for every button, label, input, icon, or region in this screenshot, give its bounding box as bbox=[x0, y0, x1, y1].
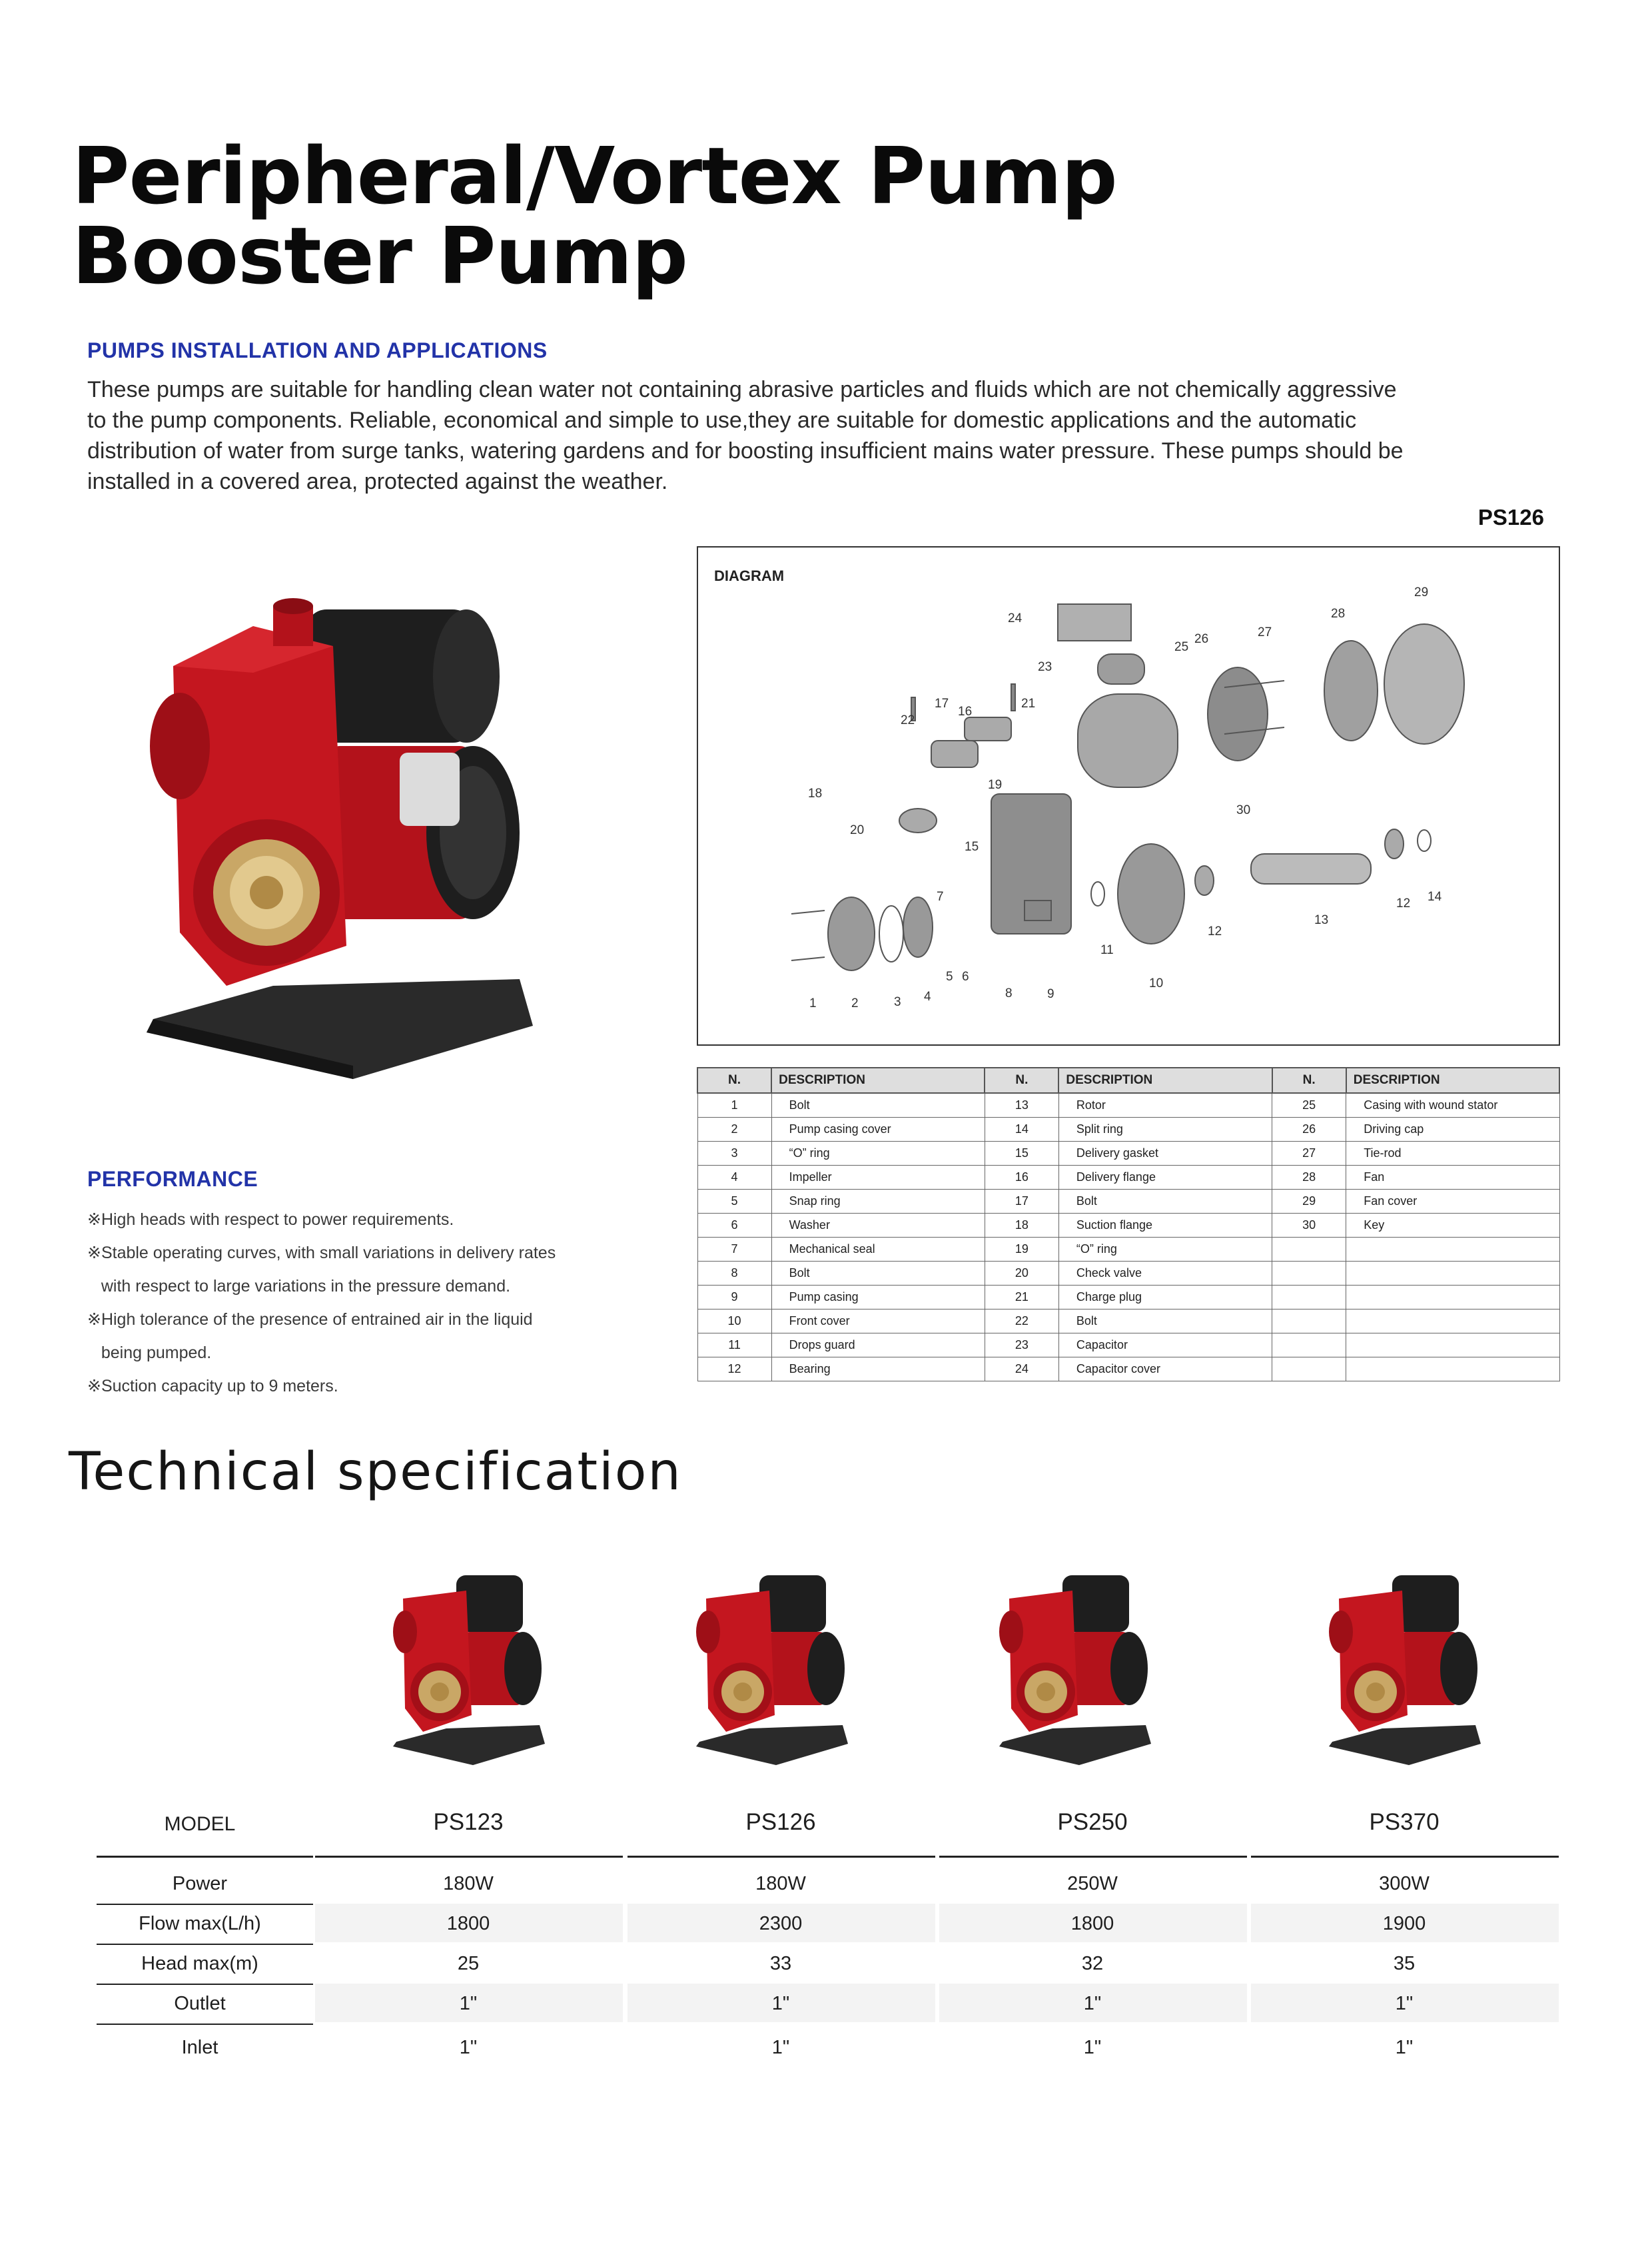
part-description: Charge plug bbox=[1058, 1285, 1272, 1309]
part-number: 4 bbox=[697, 1165, 771, 1189]
table-row bbox=[697, 1213, 1559, 1237]
part-number: 20 bbox=[985, 1261, 1058, 1285]
model-name: PS123 bbox=[433, 1809, 504, 1835]
spec-value: 33 bbox=[769, 1953, 792, 1974]
part-number: 16 bbox=[985, 1165, 1058, 1189]
part-number: 27 bbox=[1272, 1141, 1346, 1165]
part-number bbox=[1272, 1261, 1346, 1285]
pump-thumbnail bbox=[689, 1565, 856, 1768]
part-description: Snap ring bbox=[771, 1189, 985, 1213]
part-description: Fan bbox=[1346, 1165, 1559, 1189]
part-number bbox=[1272, 1357, 1346, 1381]
spec-value: 1" bbox=[459, 2037, 478, 2058]
callout: 17 bbox=[935, 697, 949, 711]
performance-item: being pumped. bbox=[87, 1343, 212, 1362]
table-row bbox=[697, 1333, 1559, 1357]
table-row bbox=[697, 1165, 1559, 1189]
table-row bbox=[697, 1237, 1559, 1261]
divider bbox=[97, 1856, 313, 1858]
callout: 23 bbox=[1038, 660, 1052, 674]
installation-line: distribution of water from surge tanks, watering gardens and for boosting insufficient mains water pressure. These pumps should be bbox=[87, 438, 1404, 464]
callout: 10 bbox=[1149, 976, 1164, 990]
part-description: Bolt bbox=[1058, 1189, 1272, 1213]
spec-value: 180W bbox=[443, 1873, 494, 1894]
spec-value: 1800 bbox=[1070, 1913, 1114, 1934]
spec-row-label: Inlet bbox=[181, 2037, 218, 2058]
callout: 1 bbox=[809, 996, 817, 1010]
part-number: 13 bbox=[985, 1093, 1058, 1117]
part-description bbox=[1346, 1333, 1559, 1357]
part-description: Mechanical seal bbox=[771, 1237, 985, 1261]
part-number: 23 bbox=[985, 1333, 1058, 1357]
model-name: PS250 bbox=[1057, 1809, 1128, 1835]
col-header: N. bbox=[1272, 1068, 1346, 1093]
callout: 25 bbox=[1174, 640, 1189, 654]
spec-value: 32 bbox=[1081, 1953, 1104, 1974]
part-number: 9 bbox=[697, 1285, 771, 1309]
spec-value: 180W bbox=[755, 1873, 806, 1894]
part-number: 7 bbox=[697, 1237, 771, 1261]
callout: 9 bbox=[1047, 987, 1054, 1001]
part-description bbox=[1346, 1237, 1559, 1261]
part-description: Bolt bbox=[771, 1093, 985, 1117]
part-description: Suction flange bbox=[1058, 1213, 1272, 1237]
part-number: 19 bbox=[985, 1237, 1058, 1261]
part-number: 2 bbox=[697, 1117, 771, 1141]
part-description: Front cover bbox=[771, 1309, 985, 1333]
divider bbox=[97, 1944, 313, 1945]
callout: 30 bbox=[1236, 803, 1251, 817]
part-number bbox=[1272, 1333, 1346, 1357]
callout: 5 bbox=[946, 970, 953, 984]
pump-thumbnail bbox=[1322, 1565, 1489, 1768]
part-description: “O” ring bbox=[1058, 1237, 1272, 1261]
spec-value: 35 bbox=[1393, 1953, 1416, 1974]
part-number: 15 bbox=[985, 1141, 1058, 1165]
divider bbox=[97, 2024, 313, 2025]
part-number: 14 bbox=[985, 1117, 1058, 1141]
part-number: 28 bbox=[1272, 1165, 1346, 1189]
callout: 6 bbox=[962, 970, 969, 984]
callout: 21 bbox=[1021, 697, 1036, 711]
model-label: MODEL bbox=[164, 1813, 236, 1835]
part-number: 1 bbox=[697, 1093, 771, 1117]
part-number: 26 bbox=[1272, 1117, 1346, 1141]
part-description: Split ring bbox=[1058, 1117, 1272, 1141]
table-row bbox=[697, 1357, 1559, 1381]
callout: 14 bbox=[1428, 890, 1442, 904]
part-number bbox=[1272, 1237, 1346, 1261]
part-number: 24 bbox=[985, 1357, 1058, 1381]
part-description: Driving cap bbox=[1346, 1117, 1559, 1141]
part-description: Capacitor cover bbox=[1058, 1357, 1272, 1381]
callout: 20 bbox=[850, 823, 865, 837]
spec-value: 1" bbox=[1083, 1993, 1102, 2014]
part-number: 12 bbox=[697, 1357, 771, 1381]
callout: 2 bbox=[851, 996, 859, 1010]
part-description: Bearing bbox=[771, 1357, 985, 1381]
part-description: Delivery flange bbox=[1058, 1165, 1272, 1189]
part-number: 6 bbox=[697, 1213, 771, 1237]
part-number: 29 bbox=[1272, 1189, 1346, 1213]
pump-thumbnail bbox=[993, 1565, 1159, 1768]
part-description: Capacitor bbox=[1058, 1333, 1272, 1357]
spec-value: 2300 bbox=[759, 1913, 803, 1934]
table-row bbox=[697, 1117, 1559, 1141]
model-name: PS370 bbox=[1369, 1809, 1440, 1835]
divider bbox=[97, 1984, 313, 1985]
part-number: 10 bbox=[697, 1309, 771, 1333]
part-number: 21 bbox=[985, 1285, 1058, 1309]
performance-item: ※High heads with respect to power requirements. bbox=[87, 1210, 454, 1229]
spec-value: 1900 bbox=[1382, 1913, 1426, 1934]
col-header: N. bbox=[697, 1068, 771, 1093]
spec-value: 1" bbox=[771, 1993, 790, 2014]
callout: 29 bbox=[1414, 585, 1429, 599]
callout: 16 bbox=[958, 705, 973, 719]
callout: 12 bbox=[1396, 897, 1411, 911]
callout: 12 bbox=[1208, 925, 1222, 938]
part-description: “O” ring bbox=[771, 1141, 985, 1165]
col-header: N. bbox=[985, 1068, 1058, 1093]
part-description: Fan cover bbox=[1346, 1189, 1559, 1213]
spec-row-label: Outlet bbox=[174, 1993, 226, 2014]
col-header: DESCRIPTION bbox=[1346, 1068, 1559, 1093]
part-description: Bolt bbox=[1058, 1309, 1272, 1333]
installation-heading: PUMPS INSTALLATION AND APPLICATIONS bbox=[87, 338, 548, 362]
divider bbox=[627, 1856, 935, 1858]
part-number: 11 bbox=[697, 1333, 771, 1357]
spec-value: 250W bbox=[1067, 1873, 1118, 1894]
spec-row-label: Head max(m) bbox=[141, 1953, 258, 1974]
performance-item: ※Stable operating curves, with small variations in delivery rates bbox=[87, 1244, 556, 1262]
performance-list bbox=[87, 1203, 620, 1403]
part-description: Pump casing cover bbox=[771, 1117, 985, 1141]
diagram-drawing bbox=[698, 548, 1559, 1044]
col-header: DESCRIPTION bbox=[771, 1068, 985, 1093]
part-number: 18 bbox=[985, 1213, 1058, 1237]
part-description: Impeller bbox=[771, 1165, 985, 1189]
part-description: Drops guard bbox=[771, 1333, 985, 1357]
spec-row-label: Flow max(L/h) bbox=[139, 1913, 261, 1934]
table-row bbox=[697, 1309, 1559, 1333]
pump-product-image bbox=[133, 586, 560, 1082]
part-description: Key bbox=[1346, 1213, 1559, 1237]
part-description: Delivery gasket bbox=[1058, 1141, 1272, 1165]
table-row bbox=[697, 1141, 1559, 1165]
spec-value: 1" bbox=[1395, 2037, 1414, 2058]
part-description: Bolt bbox=[771, 1261, 985, 1285]
part-description: Rotor bbox=[1058, 1093, 1272, 1117]
callout: 26 bbox=[1194, 632, 1209, 646]
part-description: Washer bbox=[771, 1213, 985, 1237]
part-description bbox=[1346, 1261, 1559, 1285]
spec-value: 1" bbox=[1395, 1993, 1414, 2014]
table-row bbox=[697, 1093, 1559, 1117]
part-description: Tie-rod bbox=[1346, 1141, 1559, 1165]
performance-item: ※High tolerance of the presence of entrained air in the liquid bbox=[87, 1310, 533, 1329]
exploded-diagram bbox=[697, 546, 1560, 1046]
part-number: 25 bbox=[1272, 1093, 1346, 1117]
spec-value: 25 bbox=[457, 1953, 480, 1974]
parts-table-header bbox=[697, 1068, 1559, 1093]
part-description bbox=[1346, 1309, 1559, 1333]
spec-value: 1" bbox=[1083, 2037, 1102, 2058]
callout: 7 bbox=[937, 890, 944, 904]
performance-heading: PERFORMANCE bbox=[87, 1167, 258, 1191]
part-description: Pump casing bbox=[771, 1285, 985, 1309]
col-header: DESCRIPTION bbox=[1058, 1068, 1272, 1093]
technical-title: Technical specification bbox=[69, 1442, 682, 1502]
callout: 11 bbox=[1100, 943, 1114, 957]
parts-table bbox=[697, 1067, 1560, 1381]
divider bbox=[939, 1856, 1247, 1858]
spec-value: 1" bbox=[459, 1993, 478, 2014]
callout: 22 bbox=[901, 713, 915, 727]
part-number bbox=[1272, 1285, 1346, 1309]
spec-row-label: Power bbox=[172, 1873, 228, 1894]
page-title-line-1: Peripheral/Vortex Pump bbox=[72, 130, 1117, 222]
part-description: Casing with wound stator bbox=[1346, 1093, 1559, 1117]
installation-text bbox=[87, 374, 1553, 497]
divider bbox=[97, 1904, 313, 1905]
callout: 19 bbox=[988, 778, 1003, 792]
part-number: 5 bbox=[697, 1189, 771, 1213]
model-tag: PS126 bbox=[1477, 505, 1544, 530]
pump-thumbnail bbox=[386, 1565, 553, 1768]
table-row bbox=[697, 1261, 1559, 1285]
part-description bbox=[1346, 1357, 1559, 1381]
installation-line: installed in a covered area, protected against the weather. bbox=[87, 469, 668, 494]
part-number: 8 bbox=[697, 1261, 771, 1285]
callout: 4 bbox=[924, 990, 931, 1004]
part-number: 30 bbox=[1272, 1213, 1346, 1237]
spec-value: 1800 bbox=[446, 1913, 490, 1934]
callout: 18 bbox=[808, 787, 823, 801]
divider bbox=[315, 1856, 623, 1858]
spec-value: 1" bbox=[771, 2037, 790, 2058]
diagram-label: DIAGRAM bbox=[714, 567, 785, 584]
part-description bbox=[1346, 1285, 1559, 1309]
performance-item: with respect to large variations in the pressure demand. bbox=[87, 1277, 511, 1296]
table-row bbox=[697, 1285, 1559, 1309]
callout: 28 bbox=[1331, 607, 1346, 621]
model-name: PS126 bbox=[745, 1809, 816, 1835]
callout: 27 bbox=[1258, 625, 1272, 639]
part-number: 17 bbox=[985, 1189, 1058, 1213]
divider bbox=[1251, 1856, 1559, 1858]
part-description: Check valve bbox=[1058, 1261, 1272, 1285]
part-number: 22 bbox=[985, 1309, 1058, 1333]
callout: 8 bbox=[1005, 986, 1013, 1000]
performance-item: ※Suction capacity up to 9 meters. bbox=[87, 1377, 338, 1395]
callout: 15 bbox=[965, 840, 979, 854]
callout: 24 bbox=[1008, 611, 1023, 625]
part-number bbox=[1272, 1309, 1346, 1333]
callout: 13 bbox=[1314, 913, 1329, 927]
installation-line: These pumps are suitable for handling clean water not containing abrasive particles and fluids which are not chemically aggressive bbox=[87, 377, 1397, 402]
callout: 3 bbox=[894, 995, 901, 1009]
spec-value: 300W bbox=[1379, 1873, 1430, 1894]
installation-line: to the pump components. Reliable, economical and simple to use,they are suitable for domestic applications and the automatic bbox=[87, 408, 1357, 433]
part-number: 3 bbox=[697, 1141, 771, 1165]
table-row bbox=[697, 1189, 1559, 1213]
page-title-line-2: Booster Pump bbox=[72, 210, 687, 302]
